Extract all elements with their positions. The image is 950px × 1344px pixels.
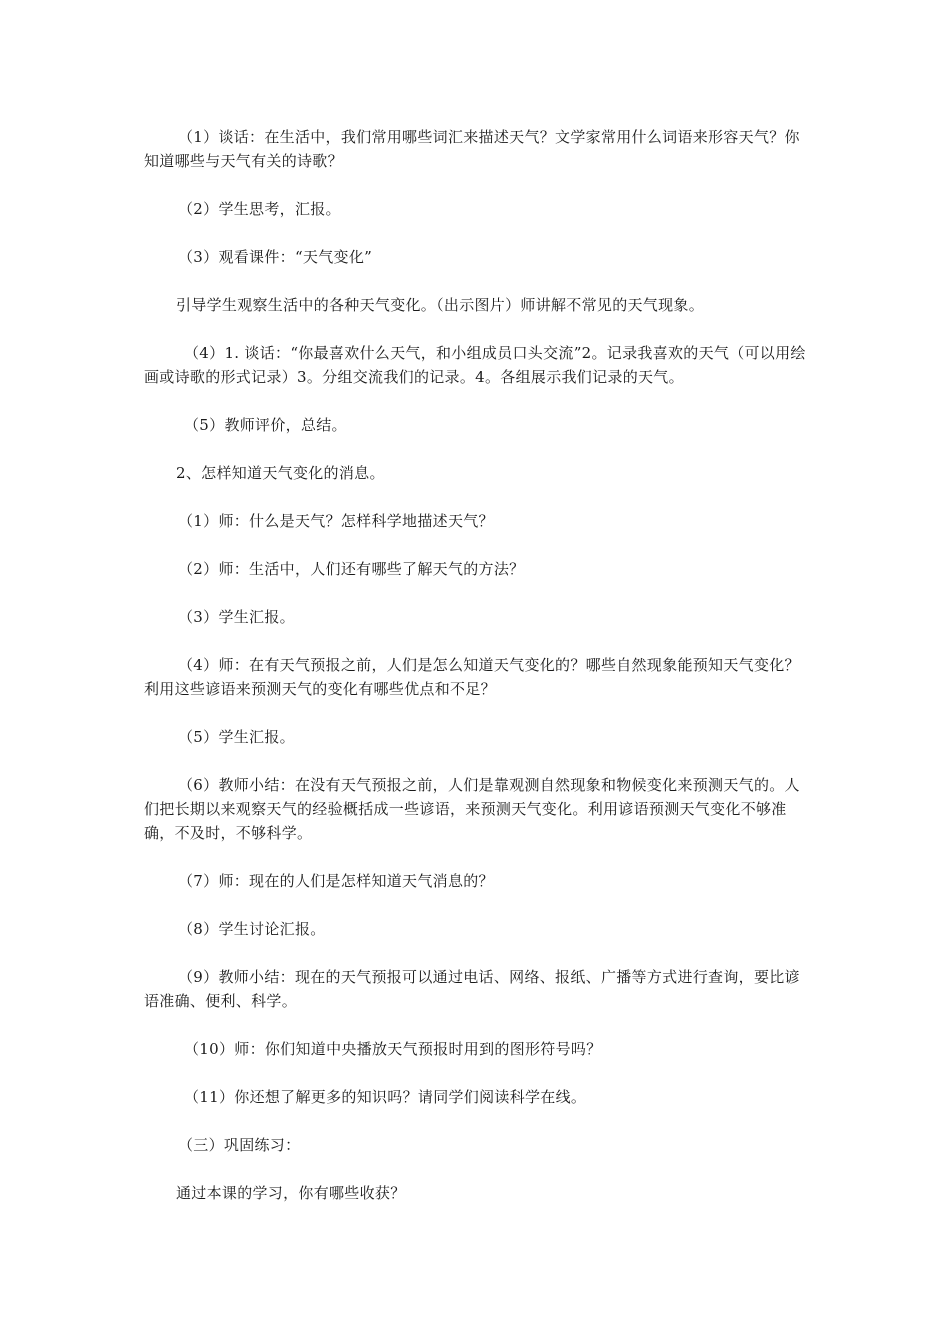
paragraph-students-think: （2）学生思考，汇报。 <box>178 200 341 218</box>
paragraph-before-forecast: （4）师：在有天气预报之前，人们是怎么知道天气变化的？哪些自然现象能预知天气变化？利用这些谚语来预测天气的变化有哪些优点和不足？ <box>144 656 800 698</box>
paragraph-teacher-evaluation: （5）教师评价，总结。 <box>184 416 347 434</box>
paragraph-guide-observation: 引导学生观察生活中的各种天气变化。（出示图片）师讲解不常见的天气现象。 <box>176 296 705 314</box>
paragraph-teacher-summary-proverbs: （6）教师小结：在没有天气预报之前，人们是靠观测自然现象和物候变化来预测天气的。人们把长期以来观察天气的经验概括成一些谚语，来预测天气变化。利用谚语预测天气变化不够准确，不及时，不够科学。 <box>144 776 800 842</box>
section-heading-consolidation: （三）巩固练习： <box>178 1136 301 1154</box>
paragraph-talk-weather-words: （1）谈话：在生活中，我们常用哪些词汇来描述天气？文学家常用什么词语来形容天气？你知道哪些与天气有关的诗歌？ <box>144 128 800 170</box>
section-heading-weather-news: 2、怎样知道天气变化的消息。 <box>176 464 385 482</box>
paragraph-students-discuss: （8）学生讨论汇报。 <box>178 920 326 938</box>
paragraph-watch-courseware: （3）观看课件：“天气变化” <box>178 248 373 266</box>
paragraph-students-report-2: （5）学生汇报。 <box>178 728 295 746</box>
paragraph-cctv-symbols: （10）师：你们知道中央播放天气预报时用到的图形符号吗？ <box>184 1040 602 1058</box>
paragraph-favorite-weather: （4）1. 谈话：“你最喜欢什么天气，和小组成员口头交流”2。记录我喜欢的天气（可以用绘画或诗歌的形式记录）3。分组交流我们的记录。4。各组展示我们记录的天气。 <box>144 344 806 386</box>
paragraph-science-online: （11）你还想了解更多的知识吗？请同学们阅读科学在线。 <box>184 1088 587 1106</box>
paragraph-students-report-1: （3）学生汇报。 <box>178 608 295 626</box>
paragraph-teacher-summary-forecast: （9）教师小结：现在的天气预报可以通过电话、网络、报纸、广播等方式进行查询，要比谚语准确、便利、科学。 <box>144 968 800 1010</box>
paragraph-modern-weather-news: （7）师：现在的人们是怎样知道天气消息的？ <box>178 872 494 890</box>
paragraph-other-methods: （2）师：生活中，人们还有哪些了解天气的方法？ <box>178 560 525 578</box>
paragraph-gains: 通过本课的学习，你有哪些收获？ <box>176 1184 406 1202</box>
paragraph-what-is-weather: （1）师：什么是天气？怎样科学地描述天气？ <box>178 512 494 530</box>
